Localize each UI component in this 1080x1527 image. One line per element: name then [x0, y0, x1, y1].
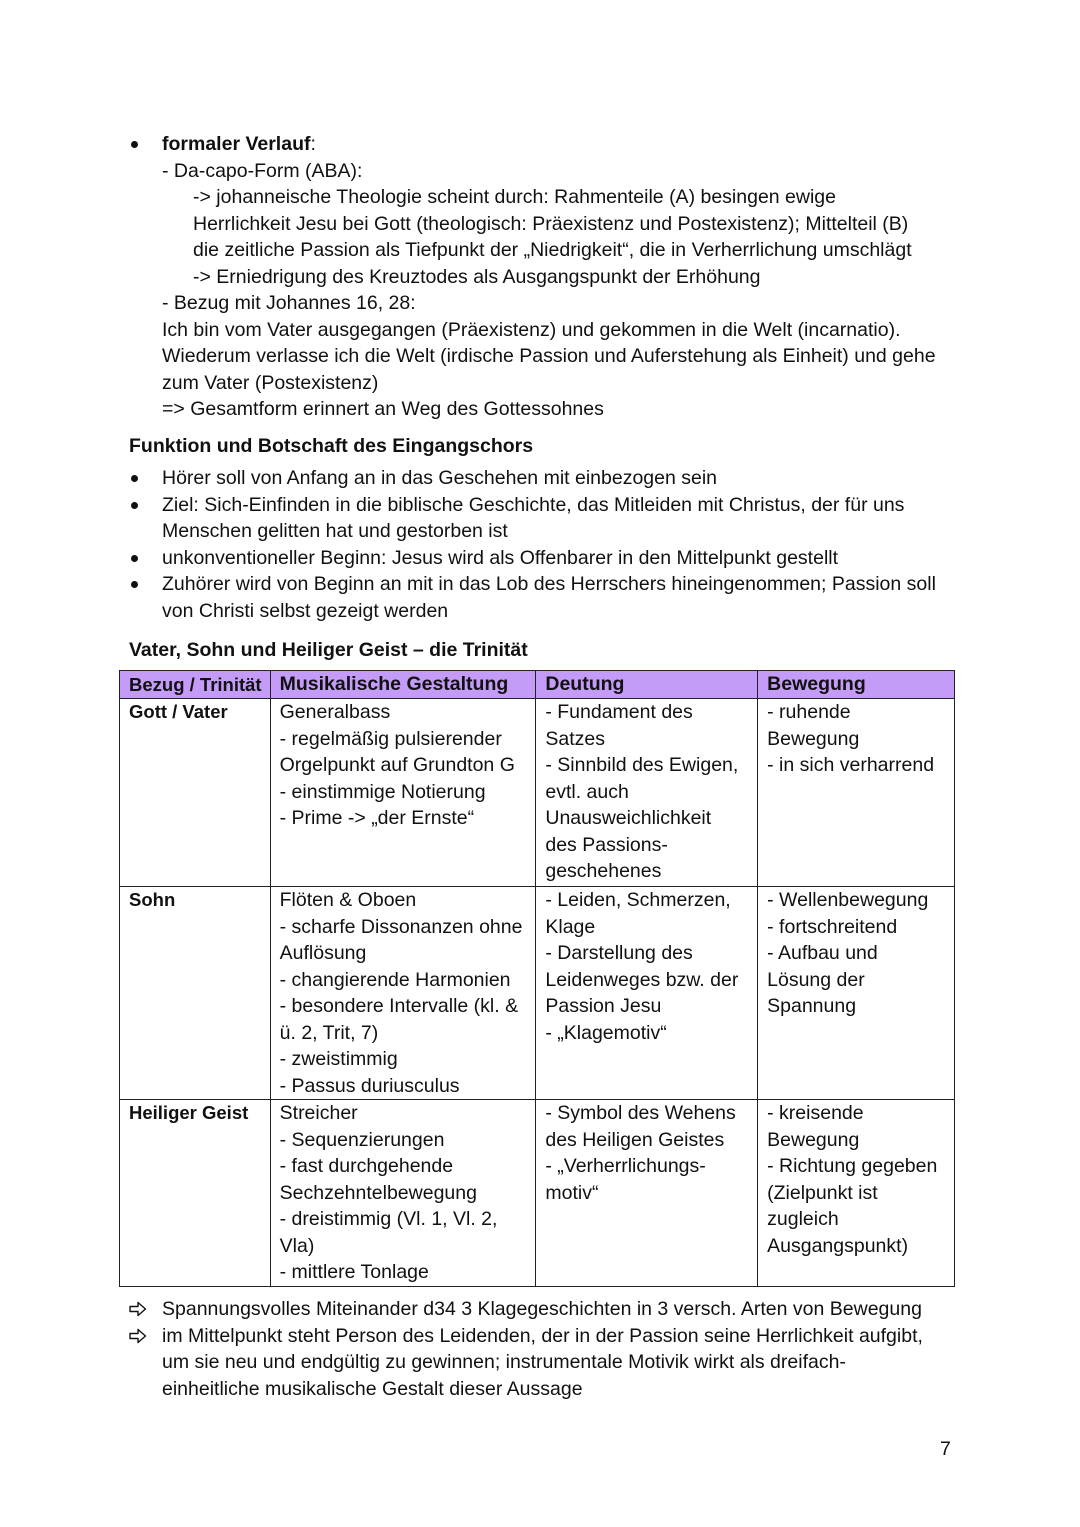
row-musik — [270, 1100, 536, 1287]
conclusions — [0, 1296, 962, 1402]
trinitaet-heading: Vater, Sohn und Heiliger Geist – die Trinität — [129, 639, 528, 661]
cell-line: - Prime -> „der Ernste“ — [279, 807, 475, 829]
ref-item: - Bezug mit Johannes 16, 28: — [162, 292, 416, 314]
row-bewegung — [758, 699, 955, 887]
cell-line: ü. 2, Trit, 7) — [279, 1021, 379, 1044]
cell-line: - fast durchgehende — [279, 1155, 454, 1177]
cell-line: - Richtung gegeben — [767, 1155, 938, 1177]
conclusion-item — [0, 1323, 962, 1403]
cell-line: - „Klagemotiv“ — [545, 1021, 667, 1044]
table-row — [120, 887, 955, 1100]
column-header: Bezug / Trinität — [120, 671, 271, 699]
form-item: - Da-capo-Form (ABA): — [162, 159, 363, 182]
bullet-line: Menschen gelitten hat und gestorben ist — [162, 520, 508, 542]
bullet-line: Hörer soll von Anfang an in das Geschehen mit einbezogen sein — [162, 467, 718, 489]
funktion-bullet — [0, 571, 962, 624]
cell-line: Satzes — [545, 727, 605, 750]
cell-line: - ruhende — [767, 701, 851, 723]
cell-line: - Darstellung des — [545, 942, 693, 964]
cell-line: - Sequenzierungen — [279, 1128, 445, 1151]
bullet-line: unkonventioneller Beginn: Jesus wird als Offenbarer in den Mittelpunkt gestellt — [162, 546, 839, 569]
ref-line: Ich bin vom Vater ausgegangen (Präexistenz) und gekommen in die Welt (incarnatio). — [162, 318, 901, 341]
cell-line: Orgelpunkt auf Grundton G — [279, 754, 515, 776]
form-detail-line: die zeitliche Passion als Tiefpunkt der „Niedrigkeit“, die in Verherrlichung umschlägt — [193, 239, 912, 261]
arrow-right-icon — [129, 1328, 147, 1344]
conclusion-line: im Mittelpunkt steht Person des Leidenden, der in der Passion seine Herrlichkeit aufgibt, — [162, 1324, 923, 1347]
bullet-line: Ziel: Sich-Einfinden in die biblische Geschichte, das Mitleiden mit Christus, der für uns — [162, 493, 905, 516]
cell-line: Ausgangspunkt) — [767, 1234, 909, 1257]
bullet-icon — [131, 555, 138, 562]
conclusion-line: einheitliche musikalische Gestalt dieser Aussage — [162, 1377, 583, 1400]
formal-bullet — [0, 131, 962, 158]
row-bewegung — [758, 887, 955, 1100]
form-detail-line: -> Erniedrigung des Kreuztodes als Ausgangspunkt der Erhöhung — [193, 265, 761, 288]
cell-line: - in sich verharrend — [767, 754, 935, 776]
cell-line: Lösung der — [767, 968, 865, 991]
funktion-list — [0, 465, 962, 624]
cell-line: Spannung — [767, 995, 857, 1017]
cell-line: Auflösung — [279, 942, 367, 964]
cell-line: - Passus duriusculus — [279, 1074, 460, 1097]
bullet-line: von Christi selbst gezeigt werden — [162, 599, 449, 622]
cell-line: - Sinnbild des Ewigen, — [545, 754, 739, 776]
cell-line: - einstimmige Notierung — [279, 780, 486, 803]
cell-line: - dreistimmig (Vl. 1, Vl. 2, — [279, 1208, 498, 1230]
cell-line: - Wellenbewegung — [767, 889, 929, 911]
cell-line: - besondere Intervalle (kl. & — [279, 995, 519, 1017]
cell-line: - regelmäßig pulsierender — [279, 727, 502, 750]
row-bezug: Gott / Vater — [120, 699, 271, 887]
cell-line: - fortschreitend — [767, 915, 898, 938]
cell-line: zugleich — [767, 1208, 839, 1230]
cell-line: - mittlere Tonlage — [279, 1261, 429, 1283]
cell-line: geschehenes — [545, 860, 662, 882]
cell-line: - Leiden, Schmerzen, — [545, 889, 731, 911]
cell-line: - changierende Harmonien — [279, 968, 511, 991]
cell-line: Sechzehntelbewegung — [279, 1181, 477, 1204]
cell-line: (Zielpunkt ist — [767, 1181, 878, 1204]
cell-line: Leidenweges bzw. der — [545, 968, 739, 991]
cell-line: - „Verherrlichungs- — [545, 1155, 706, 1177]
column-header: Bewegung — [758, 671, 955, 699]
table-header-row — [120, 671, 955, 699]
cell-line: Vla) — [279, 1234, 315, 1257]
cell-line: Bewegung — [767, 727, 860, 750]
ref-line: => Gesamtform erinnert an Weg des Gottessohnes — [162, 398, 604, 420]
funktion-bullet — [0, 492, 962, 545]
cell-line: - scharfe Dissonanzen ohne — [279, 915, 523, 938]
cell-line: Unausweichlichkeit — [545, 807, 712, 829]
funktion-heading: Funktion und Botschaft des Eingangschors — [129, 435, 534, 457]
page-number: 7 — [940, 1438, 951, 1460]
cell-line: Bewegung — [767, 1128, 860, 1151]
cell-line: des Passions- — [545, 833, 668, 856]
row-deutung — [536, 699, 758, 887]
cell-line: Klage — [545, 915, 596, 938]
cell-line: motiv“ — [545, 1181, 599, 1204]
row-musik — [270, 699, 536, 887]
row-musik — [270, 887, 536, 1100]
cell-line: Streicher — [279, 1102, 358, 1124]
formal-title: formaler Verlauf — [162, 133, 311, 155]
cell-line: Flöten & Oboen — [279, 889, 417, 911]
table-row — [120, 1100, 955, 1287]
bullet-icon — [131, 141, 138, 148]
row-bezug: Heiliger Geist — [120, 1100, 271, 1287]
cell-line: - Fundament des — [545, 701, 693, 723]
table-row — [120, 699, 955, 887]
formal-section — [0, 131, 962, 423]
bullet-line: Zuhörer wird von Beginn an mit in das Lob des Herrschers hineingenommen; Passion soll — [162, 573, 936, 595]
row-deutung — [536, 1100, 758, 1287]
cell-line: Passion Jesu — [545, 995, 662, 1017]
ref-line: zum Vater (Postexistenz) — [162, 371, 379, 394]
column-header: Deutung — [536, 671, 758, 699]
funktion-bullet — [0, 545, 962, 572]
row-deutung — [536, 887, 758, 1100]
cell-line: - Symbol des Wehens — [545, 1102, 736, 1124]
row-bewegung — [758, 1100, 955, 1287]
arrow-right-icon — [129, 1301, 147, 1317]
cell-line: - kreisende — [767, 1102, 864, 1124]
row-bezug: Sohn — [120, 887, 271, 1100]
cell-line: evtl. auch — [545, 780, 629, 803]
funktion-bullet — [0, 465, 962, 492]
cell-line: Generalbass — [279, 701, 391, 723]
cell-line: des Heiligen Geistes — [545, 1128, 725, 1151]
form-detail-line: Herrlichkeit Jesu bei Gott (theologisch: Präexistenz und Postexistenz); Mittelteil (B) — [193, 212, 909, 235]
bullet-icon — [131, 502, 138, 509]
conclusion-line: um sie neu und endgültig zu gewinnen; instrumentale Motivik wirkt als dreifach- — [162, 1351, 846, 1373]
cell-line: - Aufbau und — [767, 942, 878, 964]
bullet-icon — [131, 581, 138, 588]
form-detail-line: -> johanneische Theologie scheint durch: Rahmenteile (A) besingen ewige — [193, 186, 836, 208]
column-header: Musikalische Gestaltung — [270, 671, 536, 699]
formal-title-colon: : — [310, 133, 316, 155]
bullet-icon — [131, 475, 138, 482]
conclusion-item — [0, 1296, 962, 1323]
cell-line: - zweistimmig — [279, 1048, 398, 1070]
ref-line: Wiederum verlasse ich die Welt (irdische Passion und Auferstehung als Einheit) und gehe — [162, 345, 936, 367]
conclusion-line: Spannungsvolles Miteinander d34 3 Klagegeschichten in 3 versch. Arten von Bewegung — [162, 1298, 922, 1320]
trinitaet-table — [119, 670, 955, 1287]
